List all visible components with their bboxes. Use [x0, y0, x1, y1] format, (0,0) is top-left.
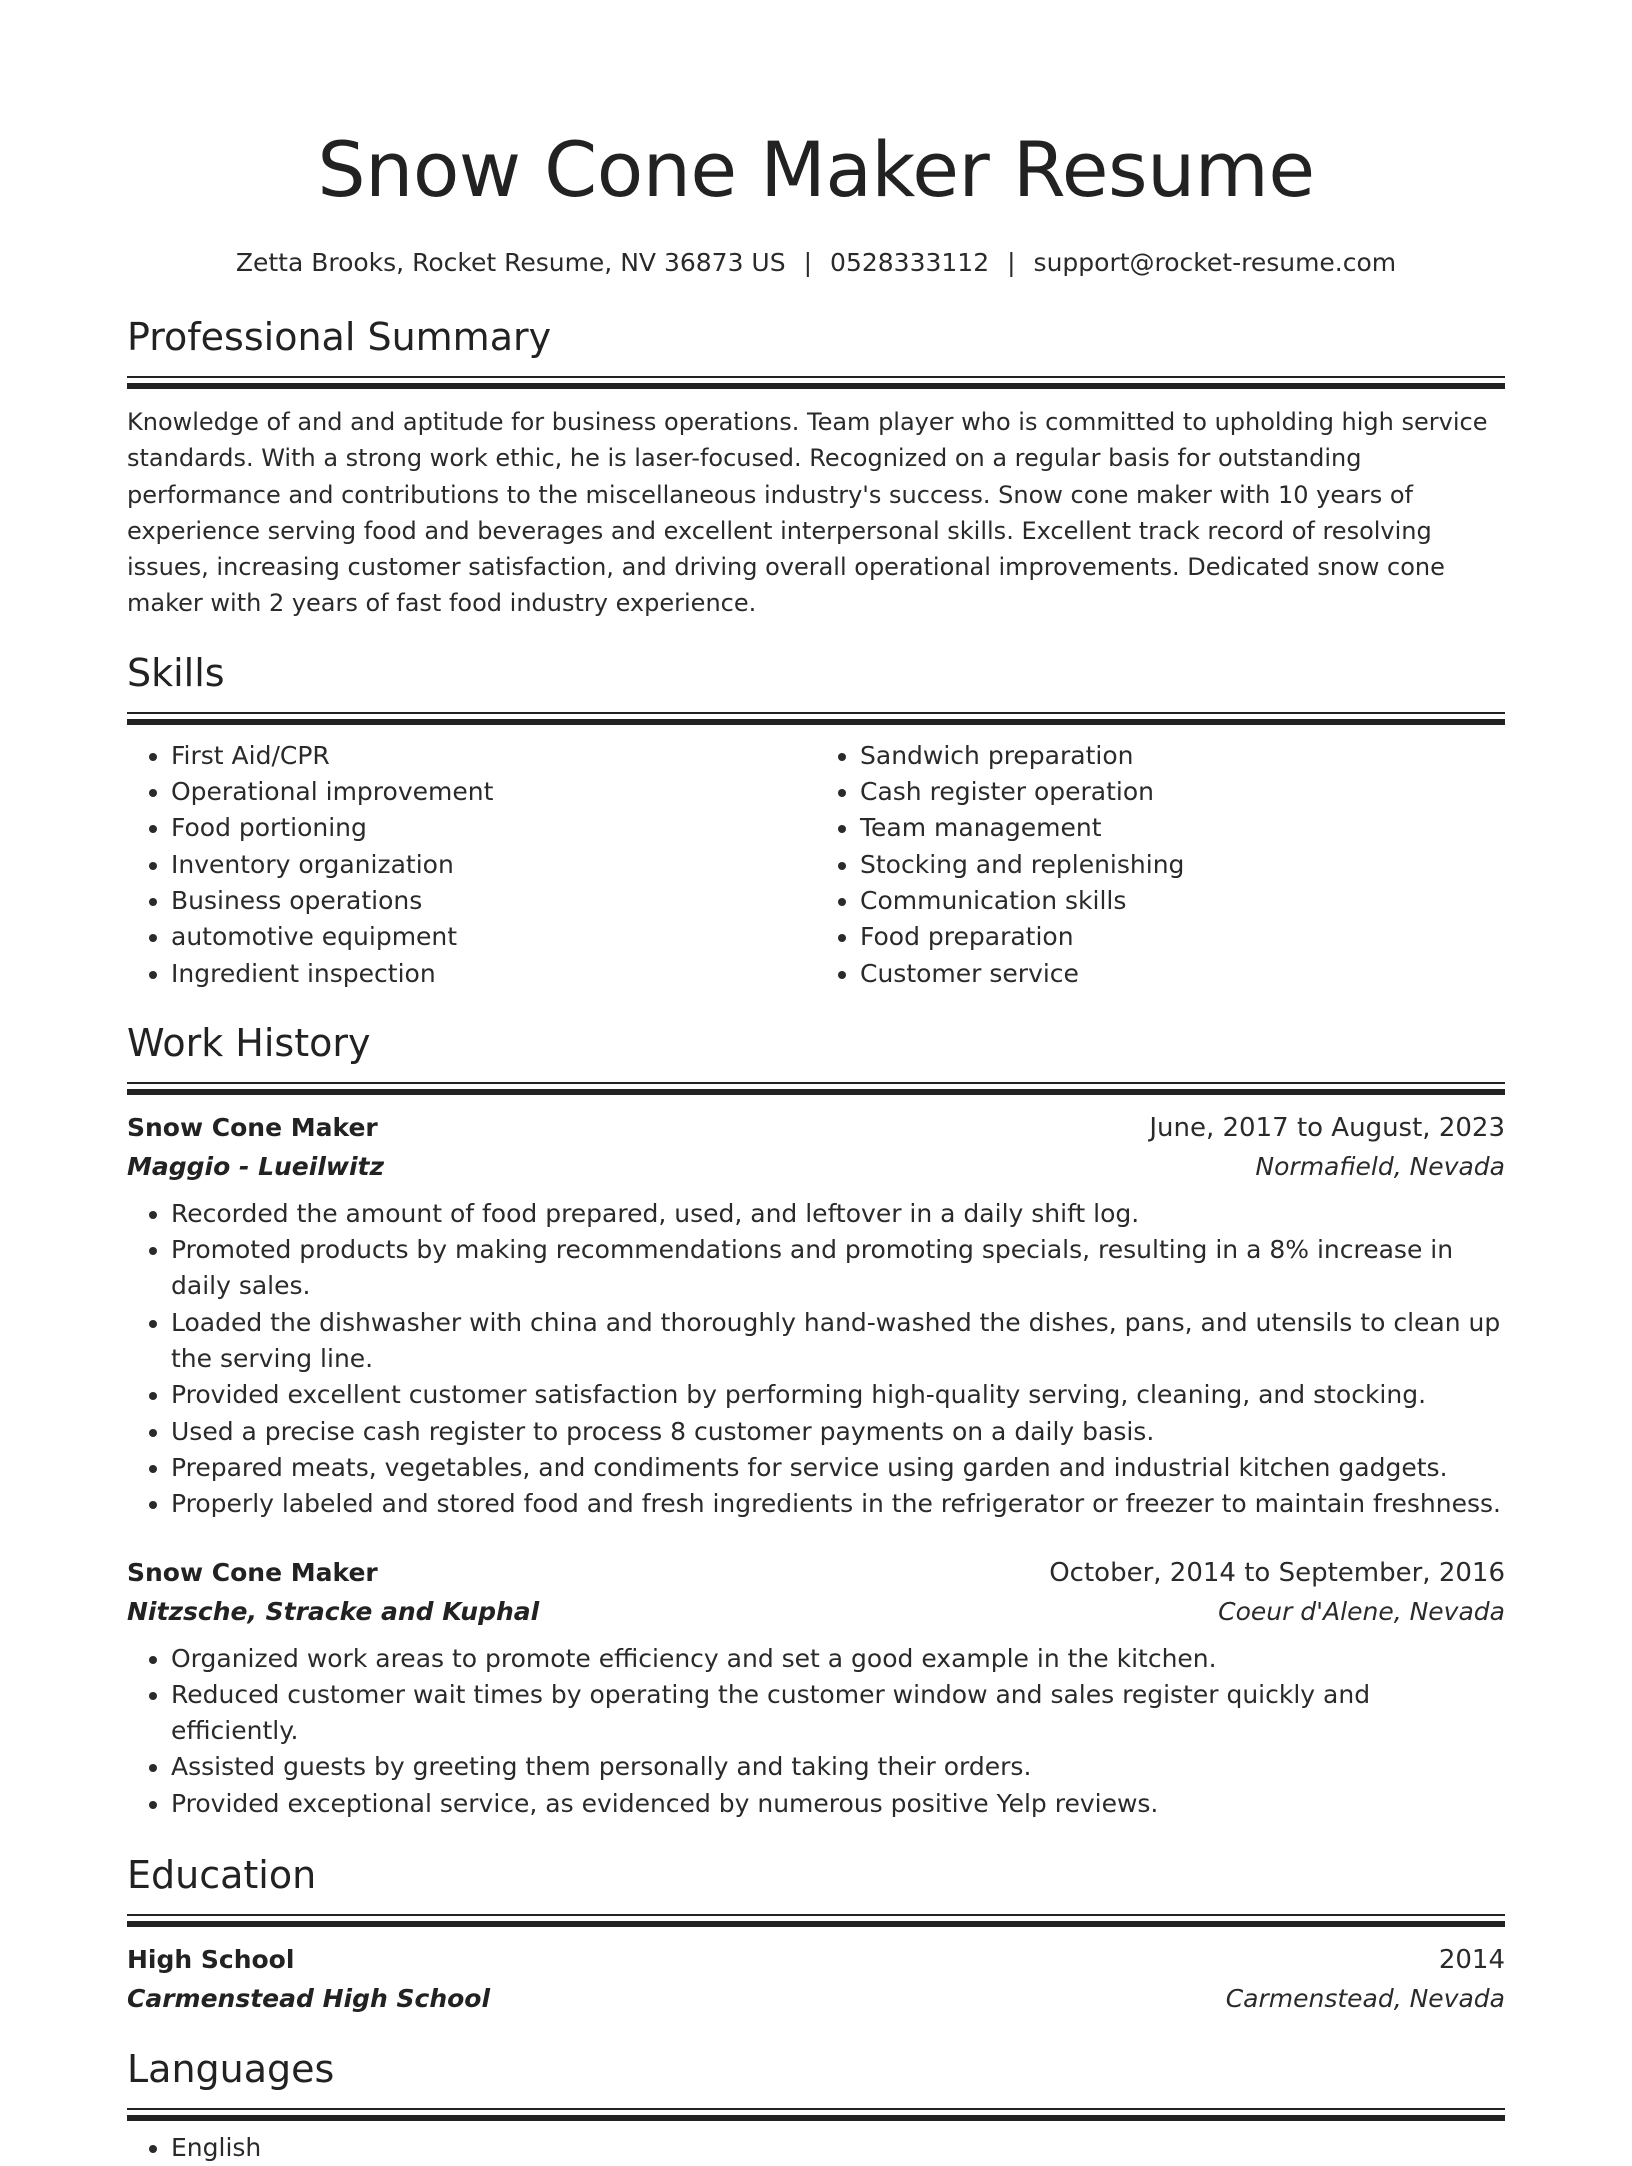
summary-heading: Professional Summary	[127, 315, 552, 359]
education-header-row	[127, 1940, 1505, 1980]
skills-list-left	[127, 738, 816, 992]
contact-phone: 0528333112	[830, 248, 990, 277]
education-section	[127, 1852, 1505, 2018]
skill-item: • automotive equipment	[171, 919, 816, 955]
job-header-row	[127, 1108, 1505, 1148]
languages-heading: Languages	[127, 2047, 335, 2092]
skill-item: • First Aid/CPR	[171, 738, 816, 774]
job-location: Normafield, Nevada	[1255, 1151, 1505, 1181]
skill-item: • Sandwich preparation	[860, 738, 1505, 774]
skills-heading: Skills	[127, 650, 225, 695]
job-title: Snow Cone Maker	[127, 1112, 378, 1142]
skill-item: • Food portioning	[171, 810, 816, 846]
skills-column-left	[127, 738, 816, 992]
skill-item: • Stocking and replenishing	[860, 847, 1505, 883]
languages-list	[127, 2130, 1505, 2166]
contact-address: Zetta Brooks, Rocket Resume, NV 36873 US	[235, 248, 786, 277]
resume-title: Snow Cone Maker Resume	[317, 125, 1315, 214]
job-bullets	[127, 1641, 1505, 1822]
job-bullet: • Promoted products by making recommendations and promoting specials, resulting in a 8% increase in daily sales.	[171, 1232, 1505, 1305]
job-entry	[127, 1553, 1505, 1822]
contact-separator: |	[803, 248, 813, 277]
job-bullet: • Provided excellent customer satisfaction by performing high-quality serving, cleaning, and stocking.	[171, 1377, 1505, 1413]
skill-item: • Team management	[860, 810, 1505, 846]
job-bullet: • Reduced customer wait times by operating the customer window and sales register quickly and efficiently.	[171, 1677, 1505, 1750]
section-divider	[127, 1914, 1505, 1928]
education-year: 2014	[1438, 1945, 1505, 1976]
job-company: Nitzsche, Stracke and Kuphal	[127, 1596, 540, 1626]
job-entry	[127, 1108, 1505, 1523]
job-dates: October, 2014 to September, 2016	[1049, 1557, 1505, 1588]
skill-item: • Food preparation	[860, 919, 1505, 955]
section-divider	[127, 2108, 1505, 2122]
section-divider	[127, 1082, 1505, 1096]
job-company: Maggio - Lueilwitz	[127, 1151, 385, 1181]
work-heading: Work History	[127, 1020, 371, 1065]
job-company-row	[127, 1148, 1505, 1186]
skill-item: • Business operations	[171, 883, 816, 919]
job-company-row	[127, 1593, 1505, 1631]
job-dates: June, 2017 to August, 2023	[1149, 1112, 1505, 1143]
skill-item: • Operational improvement	[171, 774, 816, 810]
languages-section	[127, 2046, 1505, 2166]
skills-section	[127, 650, 1505, 992]
job-location: Coeur d'Alene, Nevada	[1218, 1596, 1505, 1626]
education-school-row	[127, 1980, 1505, 2018]
skill-item: • Cash register operation	[860, 774, 1505, 810]
language-item: • English	[171, 2130, 1505, 2166]
job-bullet: • Properly labeled and stored food and fresh ingredients in the refrigerator or freezer to maintain freshness.	[171, 1486, 1505, 1522]
section-divider	[127, 376, 1505, 390]
job-bullet: • Loaded the dishwasher with china and thoroughly hand-washed the dishes, pans, and utensils to clean up the serving line.	[171, 1305, 1505, 1378]
skill-item: • Communication skills	[860, 883, 1505, 919]
skill-item: • Ingredient inspection	[171, 956, 816, 992]
job-header-row	[127, 1553, 1505, 1593]
skill-item: • Inventory organization	[171, 847, 816, 883]
job-bullet: • Assisted guests by greeting them personally and taking their orders.	[171, 1749, 1505, 1785]
job-bullet: • Used a precise cash register to process 8 customer payments on a daily basis.	[171, 1414, 1505, 1450]
education-degree: High School	[127, 1945, 295, 1975]
job-bullet: • Provided exceptional service, as evidenced by numerous positive Yelp reviews.	[171, 1786, 1505, 1822]
job-title: Snow Cone Maker	[127, 1557, 378, 1587]
section-divider	[127, 712, 1505, 726]
skills-list-right	[816, 738, 1505, 992]
summary-text: Knowledge of and and aptitude for business operations. Team player who is committed to upholding high service standards. With a strong work ethic, he is laser-focused. Recognized on a regular basis for outstanding performance and contributions to the miscellaneous industry's success. Snow cone maker with 10 years of experience serving food and beverages and excellent interpersonal skills. Excellent track record of resolving issues, increasing customer satisfaction, and driving overall operational improvements. Dedicated snow cone maker with 2 years of fast food industry experience.	[127, 408, 1488, 618]
job-bullet: • Recorded the amount of food prepared, used, and leftover in a daily shift log.	[171, 1196, 1505, 1232]
job-bullet: • Organized work areas to promote efficiency and set a good example in the kitchen.	[171, 1641, 1505, 1677]
contact-separator: |	[1007, 248, 1016, 277]
skill-item: • Customer service	[860, 956, 1505, 992]
summary-section	[127, 314, 1505, 622]
skills-column-right	[816, 738, 1505, 992]
education-school: Carmenstead High School	[127, 1984, 491, 2014]
education-location: Carmenstead, Nevada	[1225, 1984, 1505, 2014]
contact-email[interactable]: support@rocket-resume.com	[1033, 248, 1397, 277]
contact-line	[127, 246, 1505, 280]
job-bullets	[127, 1196, 1505, 1523]
education-heading: Education	[127, 1853, 317, 1898]
job-bullet: • Prepared meats, vegetables, and condiments for service using garden and industrial kitchen gadgets.	[171, 1450, 1505, 1486]
skills-columns	[127, 738, 1505, 992]
work-section	[127, 1020, 1505, 1822]
